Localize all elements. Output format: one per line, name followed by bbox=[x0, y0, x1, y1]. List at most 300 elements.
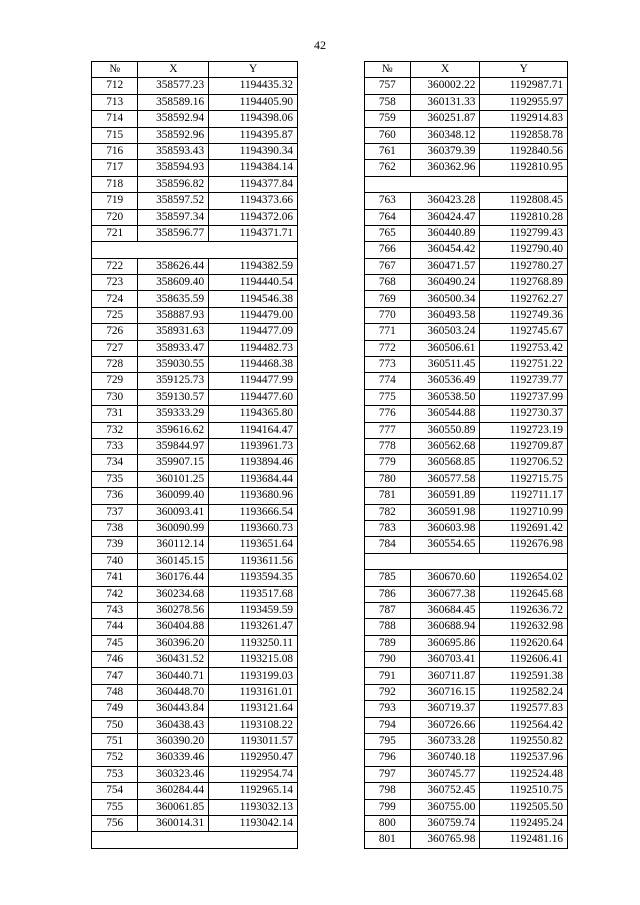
table-row bbox=[92, 586, 298, 602]
coord-y-cell: 1192505.50 bbox=[480, 799, 568, 815]
coord-x-cell: 360278.56 bbox=[138, 602, 209, 618]
coord-y-cell: 1192780.27 bbox=[480, 258, 568, 274]
table-row bbox=[92, 176, 298, 192]
table-row bbox=[365, 373, 568, 389]
coord-x-cell: 360670.60 bbox=[410, 570, 480, 586]
coord-x-cell: 358589.16 bbox=[138, 94, 209, 110]
point-number-cell: 714 bbox=[92, 111, 138, 127]
coord-x-cell: 360544.88 bbox=[410, 406, 480, 422]
table-row bbox=[365, 815, 568, 831]
coord-y-cell: 1193161.01 bbox=[209, 684, 298, 700]
coord-x-cell: 360745.77 bbox=[410, 766, 480, 782]
table-row bbox=[365, 635, 568, 651]
point-number-cell: 762 bbox=[365, 160, 411, 176]
point-number-cell: 755 bbox=[92, 799, 138, 815]
table-row bbox=[92, 488, 298, 504]
coord-y-cell: 1193894.46 bbox=[209, 455, 298, 471]
table-row bbox=[365, 832, 568, 848]
coord-y-cell: 1192710.99 bbox=[480, 504, 568, 520]
coord-y-cell: 1192790.40 bbox=[480, 242, 568, 258]
table-row bbox=[92, 209, 298, 225]
coord-x-cell: 360550.89 bbox=[410, 422, 480, 438]
table-row bbox=[92, 258, 298, 274]
point-number-cell: 769 bbox=[365, 291, 411, 307]
coord-y-cell: 1192691.42 bbox=[480, 520, 568, 536]
coord-x-cell: 360755.00 bbox=[410, 799, 480, 815]
table-row bbox=[365, 734, 568, 750]
coord-x-cell: 358592.96 bbox=[138, 127, 209, 143]
coord-x-cell: 360740.18 bbox=[410, 750, 480, 766]
coord-y-cell: 1194468.38 bbox=[209, 357, 298, 373]
header-number: № bbox=[365, 62, 411, 78]
coord-x-cell: 360448.70 bbox=[138, 684, 209, 700]
table-row bbox=[365, 668, 568, 684]
table-row bbox=[365, 701, 568, 717]
coord-x-cell: 360511.45 bbox=[410, 357, 480, 373]
table-row bbox=[92, 94, 298, 110]
table-row bbox=[92, 291, 298, 307]
point-number-cell: 747 bbox=[92, 668, 138, 684]
coord-x-cell: 360752.45 bbox=[410, 783, 480, 799]
table-row bbox=[365, 307, 568, 323]
table-row bbox=[365, 340, 568, 356]
coord-y-cell: 1194372.06 bbox=[209, 209, 298, 225]
separator-row bbox=[365, 553, 568, 569]
table-row bbox=[92, 324, 298, 340]
point-number-cell: 783 bbox=[365, 520, 411, 536]
coord-x-cell: 360577.58 bbox=[410, 471, 480, 487]
table-row bbox=[92, 684, 298, 700]
coord-y-cell: 1194405.90 bbox=[209, 94, 298, 110]
point-number-cell: 727 bbox=[92, 340, 138, 356]
point-number-cell: 758 bbox=[365, 94, 411, 110]
coord-y-cell: 1194377.84 bbox=[209, 176, 298, 192]
table-row bbox=[365, 602, 568, 618]
coord-x-cell: 360396.20 bbox=[138, 635, 209, 651]
point-number-cell: 741 bbox=[92, 570, 138, 586]
table-row bbox=[92, 373, 298, 389]
table-row bbox=[365, 750, 568, 766]
coord-x-cell: 360379.39 bbox=[410, 143, 480, 159]
point-number-cell: 797 bbox=[365, 766, 411, 782]
coord-x-cell: 358597.52 bbox=[138, 193, 209, 209]
point-number-cell: 799 bbox=[365, 799, 411, 815]
table-row bbox=[365, 94, 568, 110]
separator-row bbox=[92, 242, 298, 258]
coord-y-cell: 1192620.64 bbox=[480, 635, 568, 651]
coord-x-cell: 360703.41 bbox=[410, 652, 480, 668]
coord-x-cell: 360093.41 bbox=[138, 504, 209, 520]
coord-x-cell: 358626.44 bbox=[138, 258, 209, 274]
table-row bbox=[365, 291, 568, 307]
coord-y-cell: 1192481.16 bbox=[480, 832, 568, 848]
coord-y-cell: 1192537.96 bbox=[480, 750, 568, 766]
point-number-cell: 794 bbox=[365, 717, 411, 733]
coord-x-cell: 358596.82 bbox=[138, 176, 209, 192]
table-row bbox=[365, 209, 568, 225]
coord-x-cell: 360099.40 bbox=[138, 488, 209, 504]
coord-x-cell: 360431.52 bbox=[138, 652, 209, 668]
coord-x-cell: 359125.73 bbox=[138, 373, 209, 389]
table-row bbox=[365, 406, 568, 422]
coord-x-cell: 360061.85 bbox=[138, 799, 209, 815]
point-number-cell: 795 bbox=[365, 734, 411, 750]
empty-cell bbox=[92, 242, 298, 258]
coord-x-cell: 360424.47 bbox=[410, 209, 480, 225]
coord-y-cell: 1192591.38 bbox=[480, 668, 568, 684]
point-number-cell: 801 bbox=[365, 832, 411, 848]
table-row bbox=[365, 783, 568, 799]
coord-y-cell: 1192582.24 bbox=[480, 684, 568, 700]
table-row bbox=[92, 471, 298, 487]
coord-x-cell: 360562.68 bbox=[410, 438, 480, 454]
coord-y-cell: 1193684.44 bbox=[209, 471, 298, 487]
coord-x-cell: 360726.66 bbox=[410, 717, 480, 733]
coord-x-cell: 358597.34 bbox=[138, 209, 209, 225]
table-row bbox=[365, 275, 568, 291]
coord-x-cell: 360234.68 bbox=[138, 586, 209, 602]
coord-x-cell: 360014.31 bbox=[138, 815, 209, 831]
point-number-cell: 759 bbox=[365, 111, 411, 127]
coord-y-cell: 1192730.37 bbox=[480, 406, 568, 422]
point-number-cell: 771 bbox=[365, 324, 411, 340]
coord-x-cell: 360112.14 bbox=[138, 537, 209, 553]
coord-x-cell: 360568.85 bbox=[410, 455, 480, 471]
point-number-cell: 744 bbox=[92, 619, 138, 635]
coord-y-cell: 1192606.41 bbox=[480, 652, 568, 668]
coord-y-cell: 1192706.52 bbox=[480, 455, 568, 471]
coord-y-cell: 1193199.03 bbox=[209, 668, 298, 684]
coord-y-cell: 1194365.80 bbox=[209, 406, 298, 422]
coord-x-cell: 360765.98 bbox=[410, 832, 480, 848]
coord-y-cell: 1194477.99 bbox=[209, 373, 298, 389]
coord-y-cell: 1193032.13 bbox=[209, 799, 298, 815]
coord-x-cell: 359907.15 bbox=[138, 455, 209, 471]
coord-y-cell: 1194477.60 bbox=[209, 389, 298, 405]
table-row bbox=[365, 78, 568, 94]
table-row bbox=[365, 652, 568, 668]
coord-y-cell: 1192950.47 bbox=[209, 750, 298, 766]
table-row bbox=[365, 717, 568, 733]
coord-y-cell: 1192711.17 bbox=[480, 488, 568, 504]
coord-y-cell: 1192645.68 bbox=[480, 586, 568, 602]
table-row bbox=[92, 635, 298, 651]
coord-x-cell: 359130.57 bbox=[138, 389, 209, 405]
table-row bbox=[365, 586, 568, 602]
page-number: 42 bbox=[314, 38, 326, 52]
point-number-cell: 781 bbox=[365, 488, 411, 504]
table-row bbox=[92, 553, 298, 569]
point-number-cell: 798 bbox=[365, 783, 411, 799]
coord-x-cell: 360323.46 bbox=[138, 766, 209, 782]
point-number-cell: 777 bbox=[365, 422, 411, 438]
point-number-cell: 712 bbox=[92, 78, 138, 94]
point-number-cell: 734 bbox=[92, 455, 138, 471]
point-number-cell: 729 bbox=[92, 373, 138, 389]
coord-x-cell: 360002.22 bbox=[410, 78, 480, 94]
point-number-cell: 780 bbox=[365, 471, 411, 487]
coord-x-cell: 360503.24 bbox=[410, 324, 480, 340]
coord-y-cell: 1194477.09 bbox=[209, 324, 298, 340]
table-row bbox=[92, 225, 298, 241]
point-number-cell: 765 bbox=[365, 225, 411, 241]
coord-y-cell: 1192745.67 bbox=[480, 324, 568, 340]
table-row bbox=[365, 471, 568, 487]
table-row bbox=[92, 570, 298, 586]
table-row bbox=[365, 160, 568, 176]
header-number: № bbox=[92, 62, 138, 78]
header-x: X bbox=[138, 62, 209, 78]
coord-y-cell: 1192762.27 bbox=[480, 291, 568, 307]
coord-x-cell: 360131.33 bbox=[410, 94, 480, 110]
table-row bbox=[365, 389, 568, 405]
point-number-cell: 724 bbox=[92, 291, 138, 307]
table-row bbox=[92, 537, 298, 553]
coord-x-cell: 360362.96 bbox=[410, 160, 480, 176]
coord-x-cell: 360684.45 bbox=[410, 602, 480, 618]
coord-x-cell: 359030.55 bbox=[138, 357, 209, 373]
table-row bbox=[92, 783, 298, 799]
point-number-cell: 754 bbox=[92, 783, 138, 799]
coord-y-cell: 1192676.98 bbox=[480, 537, 568, 553]
table-row bbox=[92, 455, 298, 471]
coord-x-cell: 360603.98 bbox=[410, 520, 480, 536]
point-number-cell: 739 bbox=[92, 537, 138, 553]
point-number-cell: 733 bbox=[92, 438, 138, 454]
point-number-cell: 753 bbox=[92, 766, 138, 782]
point-number-cell: 786 bbox=[365, 586, 411, 602]
coord-x-cell: 358593.43 bbox=[138, 143, 209, 159]
point-number-cell: 796 bbox=[365, 750, 411, 766]
table-row bbox=[92, 652, 298, 668]
point-number-cell: 722 bbox=[92, 258, 138, 274]
point-number-cell: 756 bbox=[92, 815, 138, 831]
coord-y-cell: 1192495.24 bbox=[480, 815, 568, 831]
coord-x-cell: 358933.47 bbox=[138, 340, 209, 356]
coord-x-cell: 358609.40 bbox=[138, 275, 209, 291]
coord-x-cell: 360348.12 bbox=[410, 127, 480, 143]
table-row bbox=[92, 307, 298, 323]
coord-y-cell: 1193961.73 bbox=[209, 438, 298, 454]
table-row bbox=[92, 143, 298, 159]
coord-y-cell: 1192737.99 bbox=[480, 389, 568, 405]
table-row bbox=[365, 127, 568, 143]
coord-y-cell: 1192810.95 bbox=[480, 160, 568, 176]
coord-y-cell: 1192709.87 bbox=[480, 438, 568, 454]
coord-y-cell: 1192753.42 bbox=[480, 340, 568, 356]
point-number-cell: 743 bbox=[92, 602, 138, 618]
point-number-cell: 725 bbox=[92, 307, 138, 323]
coord-y-cell: 1194164.47 bbox=[209, 422, 298, 438]
coord-y-cell: 1192577.83 bbox=[480, 701, 568, 717]
point-number-cell: 761 bbox=[365, 143, 411, 159]
point-number-cell: 735 bbox=[92, 471, 138, 487]
coord-x-cell: 360438.43 bbox=[138, 717, 209, 733]
separator-row bbox=[92, 832, 298, 848]
coord-y-cell: 1193660.73 bbox=[209, 520, 298, 536]
point-number-cell: 742 bbox=[92, 586, 138, 602]
table-row bbox=[92, 78, 298, 94]
coord-x-cell: 360719.37 bbox=[410, 701, 480, 717]
coord-x-cell: 360101.25 bbox=[138, 471, 209, 487]
table-row bbox=[92, 619, 298, 635]
point-number-cell: 785 bbox=[365, 570, 411, 586]
coordinates-table-left bbox=[91, 61, 298, 849]
coord-y-cell: 1192524.48 bbox=[480, 766, 568, 782]
table-row bbox=[92, 799, 298, 815]
table-row bbox=[92, 127, 298, 143]
coord-y-cell: 1192723.19 bbox=[480, 422, 568, 438]
coord-y-cell: 1192739.77 bbox=[480, 373, 568, 389]
separator-row bbox=[365, 176, 568, 192]
table-row bbox=[92, 602, 298, 618]
table-row bbox=[365, 111, 568, 127]
coord-x-cell: 360591.89 bbox=[410, 488, 480, 504]
coord-y-cell: 1194482.73 bbox=[209, 340, 298, 356]
point-number-cell: 719 bbox=[92, 193, 138, 209]
point-number-cell: 791 bbox=[365, 668, 411, 684]
coord-y-cell: 1193215.08 bbox=[209, 652, 298, 668]
point-number-cell: 784 bbox=[365, 537, 411, 553]
coord-x-cell: 360145.15 bbox=[138, 553, 209, 569]
coord-y-cell: 1192955.97 bbox=[480, 94, 568, 110]
coord-y-cell: 1194398.06 bbox=[209, 111, 298, 127]
coord-y-cell: 1192510.75 bbox=[480, 783, 568, 799]
point-number-cell: 717 bbox=[92, 160, 138, 176]
table-row bbox=[92, 750, 298, 766]
table-row bbox=[92, 357, 298, 373]
point-number-cell: 790 bbox=[365, 652, 411, 668]
table-row bbox=[365, 422, 568, 438]
coord-x-cell: 360251.87 bbox=[410, 111, 480, 127]
table-row bbox=[92, 438, 298, 454]
coord-y-cell: 1192799.43 bbox=[480, 225, 568, 241]
table-row bbox=[365, 258, 568, 274]
coord-y-cell: 1192914.83 bbox=[480, 111, 568, 127]
coord-y-cell: 1192840.56 bbox=[480, 143, 568, 159]
coord-x-cell: 360490.24 bbox=[410, 275, 480, 291]
coord-x-cell: 360506.61 bbox=[410, 340, 480, 356]
table-row bbox=[365, 193, 568, 209]
coord-x-cell: 358931.63 bbox=[138, 324, 209, 340]
table-row bbox=[365, 504, 568, 520]
table-row bbox=[92, 111, 298, 127]
coord-y-cell: 1193651.64 bbox=[209, 537, 298, 553]
point-number-cell: 723 bbox=[92, 275, 138, 291]
empty-cell bbox=[365, 176, 568, 192]
point-number-cell: 763 bbox=[365, 193, 411, 209]
point-number-cell: 752 bbox=[92, 750, 138, 766]
coord-x-cell: 360538.50 bbox=[410, 389, 480, 405]
coord-x-cell: 360536.49 bbox=[410, 373, 480, 389]
coord-y-cell: 1192654.02 bbox=[480, 570, 568, 586]
point-number-cell: 737 bbox=[92, 504, 138, 520]
coord-x-cell: 360284.44 bbox=[138, 783, 209, 799]
point-number-cell: 750 bbox=[92, 717, 138, 733]
point-number-cell: 792 bbox=[365, 684, 411, 700]
point-number-cell: 766 bbox=[365, 242, 411, 258]
table-row bbox=[92, 406, 298, 422]
point-number-cell: 760 bbox=[365, 127, 411, 143]
coord-y-cell: 1192768.89 bbox=[480, 275, 568, 291]
coord-y-cell: 1194440.54 bbox=[209, 275, 298, 291]
point-number-cell: 746 bbox=[92, 652, 138, 668]
coordinates-table-right bbox=[364, 61, 568, 849]
point-number-cell: 731 bbox=[92, 406, 138, 422]
table-row bbox=[365, 143, 568, 159]
point-number-cell: 778 bbox=[365, 438, 411, 454]
header-y: Y bbox=[209, 62, 298, 78]
coord-x-cell: 360390.20 bbox=[138, 734, 209, 750]
coord-y-cell: 1193459.59 bbox=[209, 602, 298, 618]
coord-y-cell: 1194384.14 bbox=[209, 160, 298, 176]
coord-x-cell: 360733.28 bbox=[410, 734, 480, 750]
table-row bbox=[365, 357, 568, 373]
point-number-cell: 774 bbox=[365, 373, 411, 389]
point-number-cell: 745 bbox=[92, 635, 138, 651]
coord-y-cell: 1192550.82 bbox=[480, 734, 568, 750]
coord-y-cell: 1193517.68 bbox=[209, 586, 298, 602]
coord-x-cell: 360711.87 bbox=[410, 668, 480, 684]
coord-x-cell: 360688.94 bbox=[410, 619, 480, 635]
coord-y-cell: 1192749.36 bbox=[480, 307, 568, 323]
coord-x-cell: 358594.93 bbox=[138, 160, 209, 176]
table-row bbox=[92, 193, 298, 209]
table-row bbox=[365, 537, 568, 553]
coord-y-cell: 1192808.45 bbox=[480, 193, 568, 209]
point-number-cell: 751 bbox=[92, 734, 138, 750]
coord-y-cell: 1193121.64 bbox=[209, 701, 298, 717]
coord-y-cell: 1194395.87 bbox=[209, 127, 298, 143]
coord-x-cell: 359616.62 bbox=[138, 422, 209, 438]
coord-y-cell: 1194382.59 bbox=[209, 258, 298, 274]
coord-x-cell: 360471.57 bbox=[410, 258, 480, 274]
point-number-cell: 748 bbox=[92, 684, 138, 700]
coord-x-cell: 360440.89 bbox=[410, 225, 480, 241]
table-row bbox=[92, 520, 298, 536]
table-row bbox=[92, 504, 298, 520]
table-row bbox=[92, 389, 298, 405]
coord-y-cell: 1192858.78 bbox=[480, 127, 568, 143]
coord-y-cell: 1194546.38 bbox=[209, 291, 298, 307]
coord-y-cell: 1193042.14 bbox=[209, 815, 298, 831]
point-number-cell: 764 bbox=[365, 209, 411, 225]
point-number-cell: 800 bbox=[365, 815, 411, 831]
point-number-cell: 779 bbox=[365, 455, 411, 471]
point-number-cell: 715 bbox=[92, 127, 138, 143]
table-row bbox=[365, 799, 568, 815]
table-row bbox=[365, 684, 568, 700]
header-x: X bbox=[410, 62, 480, 78]
table-row bbox=[365, 225, 568, 241]
coord-x-cell: 360695.86 bbox=[410, 635, 480, 651]
coord-y-cell: 1194390.34 bbox=[209, 143, 298, 159]
coord-y-cell: 1192636.72 bbox=[480, 602, 568, 618]
point-number-cell: 728 bbox=[92, 357, 138, 373]
coord-x-cell: 358577.23 bbox=[138, 78, 209, 94]
coord-y-cell: 1192715.75 bbox=[480, 471, 568, 487]
point-number-cell: 773 bbox=[365, 357, 411, 373]
coord-y-cell: 1194371.71 bbox=[209, 225, 298, 241]
coord-x-cell: 358592.94 bbox=[138, 111, 209, 127]
point-number-cell: 732 bbox=[92, 422, 138, 438]
point-number-cell: 789 bbox=[365, 635, 411, 651]
table-row bbox=[92, 668, 298, 684]
point-number-cell: 740 bbox=[92, 553, 138, 569]
point-number-cell: 718 bbox=[92, 176, 138, 192]
coord-y-cell: 1192810.28 bbox=[480, 209, 568, 225]
coord-x-cell: 360716.15 bbox=[410, 684, 480, 700]
